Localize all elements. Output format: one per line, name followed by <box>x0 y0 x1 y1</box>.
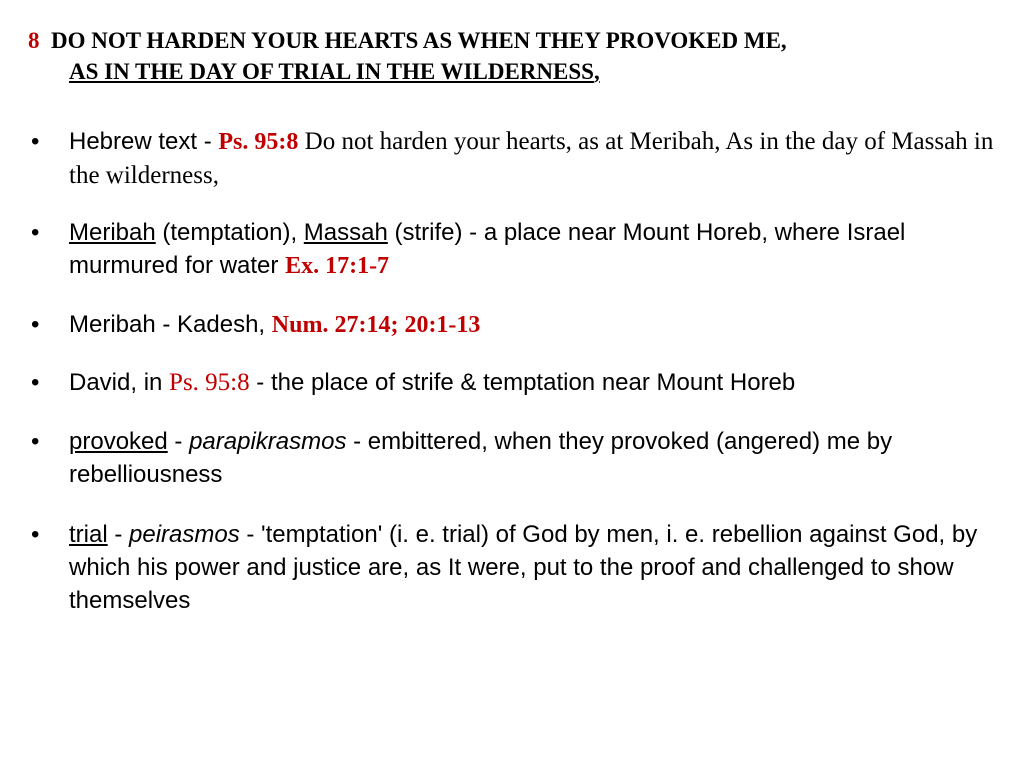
bullet-lead: Hebrew text - <box>69 128 219 155</box>
scripture-reference: Ps. 95:8 <box>218 129 299 155</box>
greek-word: parapikrasmos <box>189 428 347 455</box>
bullet-text: Do not harden your hearts, as at Meribah, As in the day of Massah in the wilderness, <box>69 128 994 189</box>
bullet-text: (temptation), <box>155 219 304 246</box>
scripture-reference: Ps. 95:8 <box>169 369 250 396</box>
verse-number: 8 <box>28 28 40 53</box>
bullet-text: - embittered, when they provoked (angered) me by rebelliousness <box>69 428 893 488</box>
term-massah: Massah <box>303 219 388 246</box>
bullet-text: (strife) - a place near Mount Horeb, where Israel murmured for water <box>69 219 906 279</box>
term-meribah: Meribah <box>69 219 156 246</box>
bullet-dot: • <box>31 311 40 338</box>
bullet-dot: • <box>31 521 40 548</box>
bullet-text: - 'temptation' (i. e. trial) of God by men, i. e. rebellion against God, by which his power and justice are, as It were, put to the proof and challenged to show themselves <box>69 521 978 614</box>
heading-line-2-comma: , <box>593 59 600 84</box>
scripture-reference: Ex. 17:1-7 <box>285 253 390 279</box>
bullet-lead: David, in <box>69 369 170 396</box>
greek-word: peirasmos <box>129 521 240 548</box>
term-provoked: provoked <box>69 428 168 455</box>
heading-line-2: AS IN THE DAY OF TRIAL IN THE WILDERNESS <box>69 59 594 84</box>
bullet-dot: • <box>31 428 40 455</box>
bullet-dot: • <box>31 128 40 155</box>
bullet-dot: • <box>31 219 40 246</box>
bullet-list: • Hebrew text - Ps. 95:8 Do not harden your hearts, as at Meribah, As in the day of Massah in the wilderness, • Meribah (temptation), Massah (strife) - a place near Mount Horeb, where Israel murmured for water Ex. 17:1-7 • Meribah - Kadesh, Num. 27:14; 20:1-13 • David, in Ps. 95:8 - the place of strife & temptation near Mount Horeb • provoked - parapikrasmos - embittered, when they provoked (angered) me by rebelliousness • trial - peirasmos - 'temptation' (i. e. trial) of God by men, i. e. rebellion against God, by which his power and justice are, as It were, put to the proof and challenged to show themselves <box>0 0 1024 768</box>
bullet-text: - the place of strife & temptation near Mount Horeb <box>249 369 796 396</box>
term-trial: trial <box>69 521 108 548</box>
heading-line-1: DO NOT HARDEN YOUR HEARTS AS WHEN THEY PROVOKED ME, <box>51 28 787 53</box>
bullet-dot: • <box>31 369 40 396</box>
scripture-reference: Num. 27:14; 20:1-13 <box>271 312 481 338</box>
bullet-lead: Meribah - Kadesh, <box>69 311 272 338</box>
